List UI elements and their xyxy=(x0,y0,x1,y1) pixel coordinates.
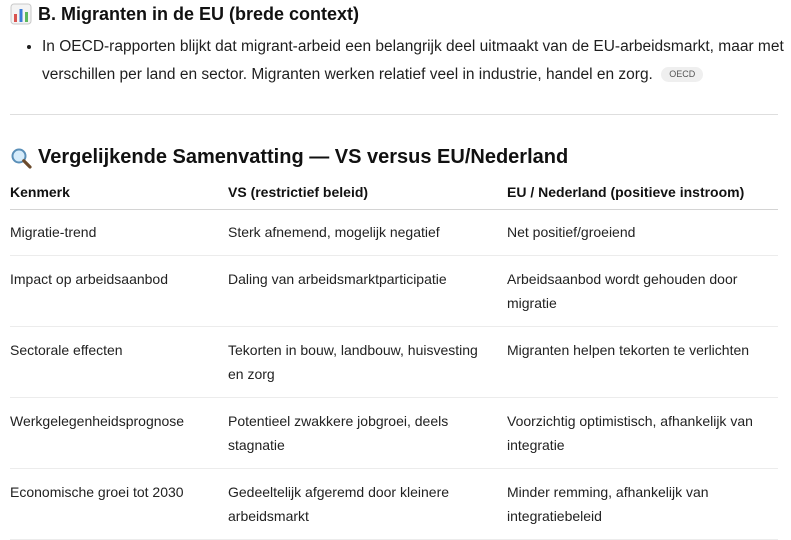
table-row xyxy=(10,398,778,469)
column-header-eu-nl: EU / Nederland (positieve instroom) xyxy=(507,176,778,210)
list-item xyxy=(42,33,791,89)
table-cell-eu-nl: Voorzichtig optimistisch, afhankelijk van integratie xyxy=(507,398,778,469)
table-cell-vs: Daling van arbeidsmarktparticipatie xyxy=(228,256,507,327)
table-cell-vs: Sterk afnemend, mogelijk negatief xyxy=(228,210,507,256)
table-row xyxy=(10,210,778,256)
section-b-title: B. Migranten in de EU (brede context) xyxy=(38,3,360,24)
table-cell-vs: Gedeeltelijk afgeremd door kleinere arbeidsmarkt xyxy=(228,469,507,540)
table-cell-vs: Tekorten in bouw, landbouw, huisvesting en zorg xyxy=(228,327,507,398)
bullet-text: In OECD-rapporten blijkt dat migrant-arbeid een belangrijk deel uitmaakt van de EU-arbeidsmarkt, maar met verschillen per land en sector. Migranten werken relatief veel in industrie, handel en zorg. xyxy=(42,38,784,83)
column-header-kenmerk: Kenmerk xyxy=(10,176,228,210)
table-cell-eu-nl: Migranten helpen tekorten te verlichten xyxy=(507,327,778,398)
table-cell-eu-nl: Net positief/groeiend xyxy=(507,210,778,256)
table-cell-eu-nl: Minder remming, afhankelijk van integratiebeleid xyxy=(507,469,778,540)
comparison-table xyxy=(10,176,778,540)
section-divider xyxy=(10,114,778,115)
table-cell-kenmerk: Werkgelegenheidsprognose xyxy=(10,398,228,469)
table-cell-eu-nl: Arbeidsaanbod wordt gehouden door migratie xyxy=(507,256,778,327)
section-c-title: Vergelijkende Samenvatting — VS versus EU/Nederland xyxy=(38,146,569,168)
source-badge-oecd[interactable]: OECD xyxy=(661,67,703,82)
table-row xyxy=(10,256,778,327)
table-header-row xyxy=(10,176,778,210)
section-c-heading xyxy=(10,146,568,169)
table-cell-kenmerk: Impact op arbeidsaanbod xyxy=(10,256,228,327)
magnifier-icon xyxy=(10,147,32,169)
section-b-heading xyxy=(10,3,359,25)
table-cell-kenmerk: Economische groei tot 2030 xyxy=(10,469,228,540)
bar-chart-icon xyxy=(10,3,32,25)
column-header-vs: VS (restrictief beleid) xyxy=(228,176,507,210)
table-cell-vs: Potentieel zwakkere jobgroei, deels stagnatie xyxy=(228,398,507,469)
table-row xyxy=(10,469,778,540)
section-b-bullet-list xyxy=(20,33,791,89)
table-cell-kenmerk: Migratie-trend xyxy=(10,210,228,256)
table-row xyxy=(10,327,778,398)
table-cell-kenmerk: Sectorale effecten xyxy=(10,327,228,398)
